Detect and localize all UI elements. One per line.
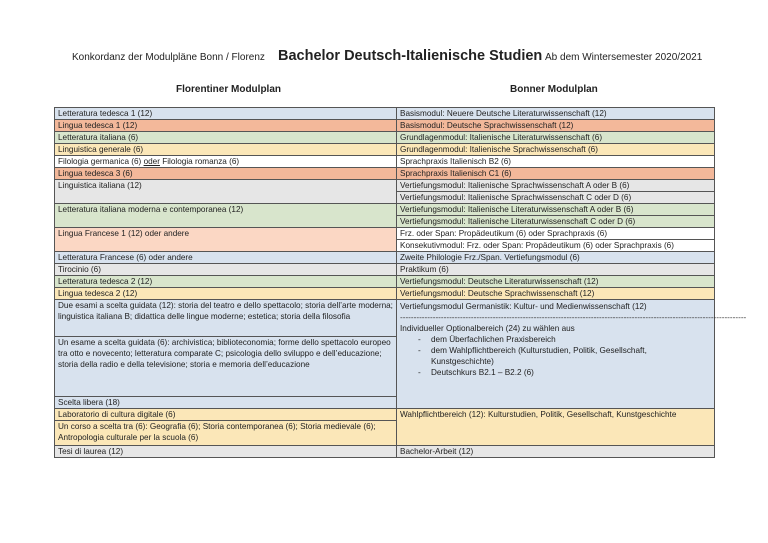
table-row xyxy=(55,120,715,132)
florence-cell: Scelta libera (18) xyxy=(55,397,397,409)
bonn-module-title: Vertiefungsmodul Germanistik: Kultur- und Medienwissenschaft (12) xyxy=(400,302,647,311)
florence-cell: Letteratura tedesca 1 (12) xyxy=(55,108,397,120)
list-item: - dem Wahlpflichtbereich (Kulturstudien, Politik, Gesellschaft, Kunstgeschichte) xyxy=(418,345,711,367)
florence-cell: Letteratura italiana (6) xyxy=(55,132,397,144)
bonn-cell: Grundlagenmodul: Italienische Literaturwissenschaft (6) xyxy=(397,132,715,144)
bonn-cell: Basismodul: Neuere Deutsche Literaturwissenschaft (12) xyxy=(397,108,715,120)
florence-cell: Due esami a scelta guidata (12): storia del teatro e dello spettacolo; storia dell’arte moderna; linguistica italiana B; didattica delle lingue moderne; estetica; storia della filosofia xyxy=(55,300,397,337)
bonn-cell: Vertiefungsmodul: Italienische Literaturwissenschaft C oder D (6) xyxy=(397,216,715,228)
florence-text: Filologia romanza (6) xyxy=(159,157,240,166)
florence-cell: Lingua tedesca 3 (6) xyxy=(55,168,397,180)
bonn-cell: Wahlpflichtbereich (12): Kulturstudien, Politik, Gesellschaft, Kunstgeschichte xyxy=(397,409,715,446)
table-row xyxy=(55,108,715,120)
florence-cell xyxy=(55,156,397,168)
column-heading-bonn: Bonner Modulplan xyxy=(510,84,598,95)
bonn-cell: Praktikum (6) xyxy=(397,264,715,276)
concordance-table xyxy=(54,107,747,458)
dashed-separator: ------------------------------------------------------------------------------------------------------------------------------- xyxy=(400,313,747,322)
florence-cell: Tirocinio (6) xyxy=(55,264,397,276)
florence-cell: Letteratura tedesca 2 (12) xyxy=(55,276,397,288)
florence-cell: Lingua tedesca 1 (12) xyxy=(55,120,397,132)
page-title: Bachelor Deutsch-Italienische Studien xyxy=(278,48,543,64)
bonn-cell: Vertiefungsmodul: Deutsche Sprachwissenschaft (12) xyxy=(397,288,715,300)
florence-cell: Laboratorio di cultura digitale (6) xyxy=(55,409,397,421)
table-row xyxy=(55,288,715,300)
list-item: - Deutschkurs B2.1 – B2.2 (6) xyxy=(418,367,711,378)
florence-cell: Lingua tedesca 2 (12) xyxy=(55,288,397,300)
bonn-cell: Vertiefungsmodul: Italienische Sprachwissenschaft C oder D (6) xyxy=(397,192,715,204)
florence-cell: Un corso a scelta tra (6): Geografia (6); Storia contemporanea (6); Storia medievale (6); Antropologia culturale per la scuola (6) xyxy=(55,421,397,446)
florence-cell: Letteratura italiana moderna e contemporanea (12) xyxy=(55,204,397,228)
bonn-cell: Bachelor-Arbeit (12) xyxy=(397,446,715,458)
table-row xyxy=(55,228,715,240)
table-row xyxy=(55,180,715,192)
optional-area-intro: Individueller Optionalbereich (24) zu wählen aus xyxy=(400,324,575,333)
table-row xyxy=(55,264,715,276)
bonn-cell: Konsekutivmodul: Frz. oder Span: Propädeutikum (6) oder Sprachpraxis (6) xyxy=(397,240,715,252)
column-heading-florence: Florentiner Modulplan xyxy=(176,84,281,95)
table-row xyxy=(55,252,715,264)
underlined-oder: oder xyxy=(143,157,160,166)
bonn-cell: Vertiefungsmodul: Deutsche Literaturwissenschaft (12) xyxy=(397,276,715,288)
table-row xyxy=(55,144,715,156)
optional-area-list xyxy=(400,334,711,378)
table-row xyxy=(55,300,715,337)
table-row xyxy=(55,156,715,168)
bonn-cell: Sprachpraxis Italienisch C1 (6) xyxy=(397,168,715,180)
florence-cell: Letteratura Francese (6) oder andere xyxy=(55,252,397,264)
table-row xyxy=(55,132,715,144)
bonn-cell: Basismodul: Deutsche Sprachwissenschaft (12) xyxy=(397,120,715,132)
header-right: Ab dem Wintersemester 2020/2021 xyxy=(545,52,703,63)
bonn-cell: Vertiefungsmodul: Italienische Literaturwissenschaft A oder B (6) xyxy=(397,204,715,216)
bonn-cell: Grundlagenmodul: Italienische Sprachwissenschaft (6) xyxy=(397,144,715,156)
florence-cell: Un esame a scelta guidata (6): archivistica; biblioteconomia; forme dello spettacolo europeo tra otto e novecento; letteratura comparate C; psicologia dello sviluppo e dell’educazione; storia della radio e della televisione; storia e memoria dell’educazione xyxy=(55,337,397,397)
bonn-cell-optional-area xyxy=(397,300,747,409)
header-left: Konkordanz der Modulpläne Bonn / Florenz xyxy=(72,52,265,63)
bonn-cell: Zweite Philologie Frz./Span. Vertiefungsmodul (6) xyxy=(397,252,715,264)
florence-cell: Lingua Francese 1 (12) oder andere xyxy=(55,228,397,252)
table-row xyxy=(55,276,715,288)
table-row xyxy=(55,204,715,216)
florence-cell: Tesi di laurea (12) xyxy=(55,446,397,458)
bonn-cell: Frz. oder Span: Propädeutikum (6) oder Sprachpraxis (6) xyxy=(397,228,715,240)
florence-text: Filologia germanica (6) xyxy=(58,157,144,166)
table-row xyxy=(55,409,715,421)
table-row xyxy=(55,168,715,180)
list-item: - dem Überfachlichen Praxisbereich xyxy=(418,334,711,345)
bonn-cell: Sprachpraxis Italienisch B2 (6) xyxy=(397,156,715,168)
bonn-cell: Vertiefungsmodul: Italienische Sprachwissenschaft A oder B (6) xyxy=(397,180,715,192)
table-row xyxy=(55,446,715,458)
florence-cell: Linguistica generale (6) xyxy=(55,144,397,156)
florence-cell: Linguistica italiana (12) xyxy=(55,180,397,204)
